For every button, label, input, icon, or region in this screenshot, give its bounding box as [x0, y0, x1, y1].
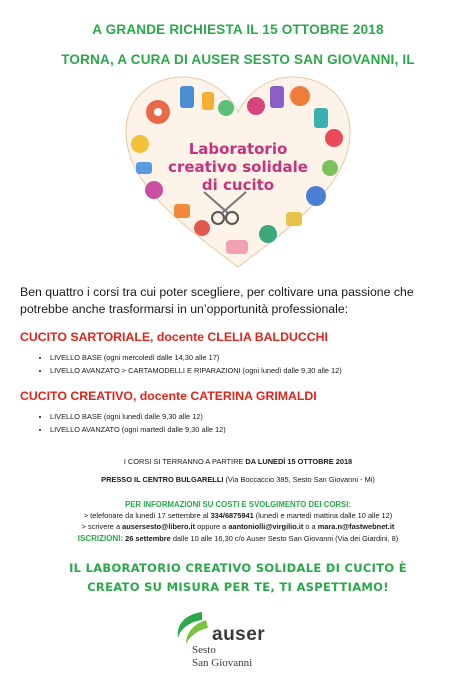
auser-logo: [172, 608, 312, 672]
auser-swoosh-icon: [172, 608, 212, 648]
heart-title-line1: Laboratorio: [188, 140, 288, 158]
enroll-label: ISCRIZIONI:: [77, 534, 124, 543]
schedule-place: [0, 474, 476, 485]
course-title-creativo: CUCITO CREATIVO, docente CATERINA GRIMALDI: [20, 389, 317, 403]
heart-title-line3: di cucito: [201, 176, 275, 194]
enrollment-line: [0, 533, 476, 544]
enroll-details: dalle 10 alle 16,30 c/o Auser Sesto San Giovanni (Via dei Giardini, 8): [170, 534, 399, 543]
place-name: PRESSO IL CENTRO BULGARELLI: [101, 475, 224, 484]
closing-message: [0, 559, 476, 597]
contacts-heading: PER INFORMAZIONI SU COSTI E SVOLGIMENTO DEI CORSI:: [125, 500, 351, 509]
email-sep-2: o a: [303, 522, 318, 531]
phone-suffix: (lunedì e martedì mattina dalle 10 alle 12): [253, 511, 393, 520]
headline-date: A GRANDE RICHIESTA IL 15 OTTOBRE 2018: [92, 22, 384, 37]
list-item: • LIVELLO BASE (ogni mercoledì dalle 14,30 alle 17): [50, 352, 342, 365]
list-item: • LIVELLO AVANZATO (ogni martedì dalle 9,30 alle 12): [50, 424, 226, 437]
email-2[interactable]: aantoniolli@virgilio.it: [228, 522, 304, 531]
headline-organizer: TORNA, A CURA DI AUSER SESTO SAN GIOVANNI, IL: [61, 52, 415, 67]
intro-paragraph: Ben quattro i corsi tra cui poter scegliere, per coltivare una passione che potrebbe anche trasformarsi in un’opportunità professionale:: [20, 285, 414, 316]
logo-subtitle-2: San Giovanni: [192, 657, 253, 669]
heart-title-line2: creativo solidale: [168, 158, 308, 176]
email-1[interactable]: ausersesto@libero.it: [122, 522, 196, 531]
closing-line-1: IL LABORATORIO CREATIVO SOLIDALE DI CUCITO È: [69, 561, 407, 575]
list-item: • LIVELLO AVANZATO > CARTAMODELLI E RIPARAZIONI (ogni lunedì dalle 9,30 alle 12): [50, 365, 342, 378]
schedule-start: [0, 456, 476, 467]
contacts-phone-line: [0, 510, 476, 521]
contacts-email-line: [0, 521, 476, 532]
course-levels-creativo: [36, 411, 226, 436]
closing-line-2: CREATO SU MISURA PER TE, TI ASPETTIAMO!: [87, 580, 389, 594]
schedule-date: DA LUNEDÌ 15 OTTOBRE 2018: [245, 457, 353, 466]
schedule-prefix: I CORSI SI TERRANNO A PARTIRE: [123, 457, 246, 466]
phone-prefix: > telefonare da lunedì 17 settembre al: [83, 511, 211, 520]
list-item: • LIVELLO BASE (ogni lunedì dalle 9,30 alle 12): [50, 411, 226, 424]
logo-wordmark: auser: [212, 624, 266, 645]
heart-artwork: [118, 72, 358, 272]
place-address: (Via Boccaccio 385, Sesto San Giovanni - Mi): [223, 475, 375, 484]
email-prefix: > scrivere a: [81, 522, 123, 531]
enroll-date: 26 settembre: [123, 534, 171, 543]
phone-number: 334/6875941: [210, 511, 254, 520]
email-3[interactable]: mara.n@fastwebnet.it: [317, 522, 395, 531]
logo-subtitle-1: Sesto: [192, 644, 216, 656]
email-sep-1: oppure a: [195, 522, 229, 531]
course-title-sartoriale: CUCITO SARTORIALE, docente CLELIA BALDUCCHI: [20, 330, 328, 344]
course-levels-sartoriale: [36, 352, 342, 377]
sewing-heart-illustration: [118, 72, 358, 272]
